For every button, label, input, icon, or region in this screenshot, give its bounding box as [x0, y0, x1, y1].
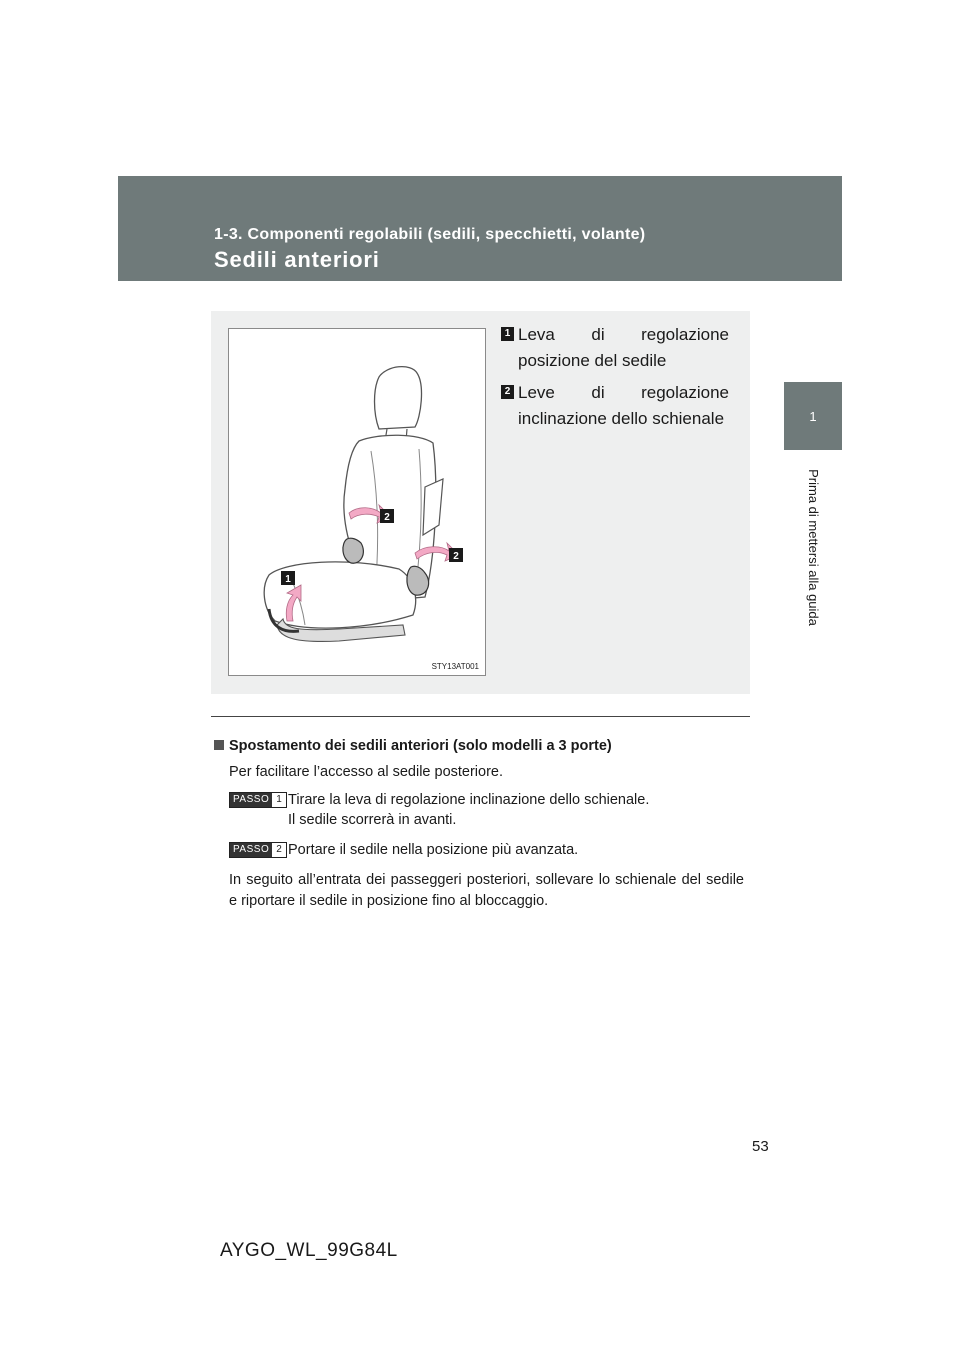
main-content	[214, 736, 744, 912]
document-code: AYGO_WL_99G84L	[220, 1240, 398, 1261]
intro-text: Per facilitare l’accesso al sedile posteriore.	[229, 764, 504, 780]
chapter-title: Prima di mettersi alla guida	[805, 468, 821, 626]
section-title: 1-3. Componenti regolabili (sedili, specchietti, volante)	[214, 226, 646, 243]
seat-illustration	[228, 328, 486, 676]
step-label: PASSO	[230, 843, 272, 857]
figure-box	[211, 311, 750, 694]
step-badge	[229, 792, 287, 808]
callout-number: 2	[501, 385, 514, 399]
step-text: Portare il sedile nella posizione più avanzata.	[288, 842, 579, 858]
chapter-title-vertical	[784, 452, 842, 642]
step-badge	[229, 842, 287, 858]
page-header	[118, 176, 842, 281]
callout-word: Leva	[518, 325, 555, 344]
figure-label: 2	[453, 551, 459, 562]
chapter-tab	[784, 382, 842, 450]
callout-line	[518, 380, 729, 406]
page-number: 53	[752, 1138, 769, 1155]
callout-list	[501, 322, 729, 438]
subheading-text: Spostamento dei sedili anteriori (solo modelli a 3 porte)	[229, 738, 612, 754]
step-2	[229, 840, 744, 860]
step-number: 1	[272, 793, 286, 807]
callout-word: Leve	[518, 383, 555, 402]
step-1	[229, 790, 744, 830]
figure-label: 2	[384, 512, 390, 523]
step-number: 2	[272, 843, 286, 857]
callout-word: di	[591, 325, 605, 344]
image-code: STY13AT001	[431, 662, 479, 671]
callout-word: di	[591, 383, 605, 402]
step-text: Tirare la leva di regolazione inclinazione dello schienale.	[288, 792, 650, 808]
callout-number: 1	[501, 327, 514, 341]
step-text: Il sedile scorrerà in avanti.	[288, 812, 457, 828]
seat-drawing	[229, 329, 485, 675]
callout-word: regolazione	[641, 383, 729, 402]
figure-label: 1	[285, 574, 291, 585]
subheading	[214, 736, 744, 756]
callout-item	[501, 380, 729, 432]
square-bullet-icon	[214, 740, 224, 750]
chapter-number: 1	[809, 408, 817, 424]
callout-line: inclinazione dello schienale	[518, 409, 725, 428]
callout-line: posizione del sedile	[518, 351, 667, 370]
closing-text: In seguito all’entrata dei passeggeri posteriori, sollevare lo schienale del sedile e riportare il sedile in posizione fino al bloccaggio.	[229, 872, 744, 909]
callout-line	[518, 322, 729, 348]
step-label: PASSO	[230, 793, 272, 807]
callout-word: regolazione	[641, 325, 729, 344]
callout-item	[501, 322, 729, 374]
page-title: Sedili anteriori	[214, 247, 380, 272]
divider	[211, 716, 750, 717]
